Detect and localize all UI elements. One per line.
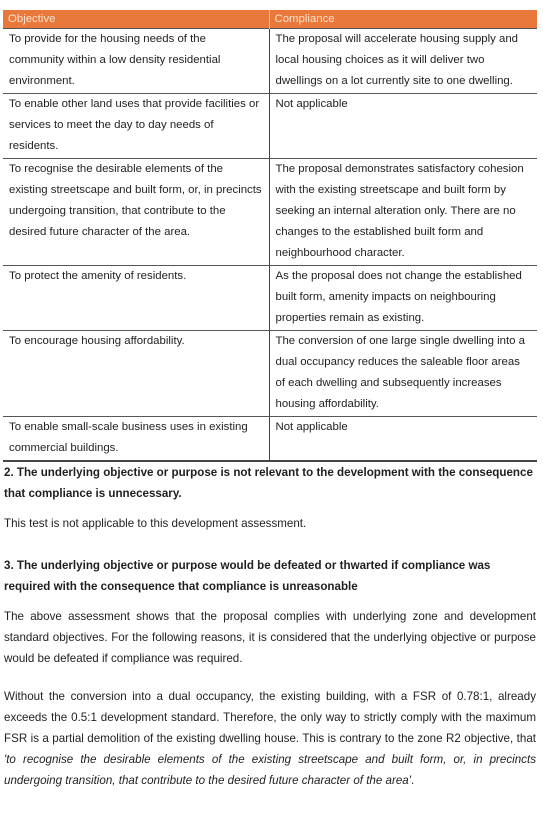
section-2-body: This test is not applicable to this development assessment. xyxy=(4,517,307,530)
compliance-cell: Not applicable xyxy=(269,417,537,462)
section-3 xyxy=(4,555,536,791)
objective-cell: To enable other land uses that provide facilities or services to meet the day to day needs of residents. xyxy=(3,94,269,159)
objective-column-header: Objective xyxy=(3,10,269,29)
objective-cell: To provide for the housing needs of the community within a low density residential environment. xyxy=(3,29,269,94)
objective-cell: To recognise the desirable elements of the existing streetscape and built form, or, in precincts undergoing transition, that contribute to the desired future character of the area. xyxy=(3,159,269,266)
section-2-heading: 2. The underlying objective or purpose is not relevant to the development with the consequence that compliance is unnecessary. xyxy=(4,466,533,500)
table-row xyxy=(3,94,537,159)
section-3-paragraph-1: The above assessment shows that the proposal complies with underlying zone and development standard objectives. For the following reasons, it is considered that the underlying objective or purpose would be defeated if compliance was required. xyxy=(4,610,536,665)
table-row xyxy=(3,266,537,331)
objective-cell: To protect the amenity of residents. xyxy=(3,266,269,331)
paragraph-end: . xyxy=(410,774,415,787)
table-row xyxy=(3,331,537,417)
table-row xyxy=(3,159,537,266)
objective-cell: To encourage housing affordability. xyxy=(3,331,269,417)
compliance-cell: Not applicable xyxy=(269,94,537,159)
objective-cell: To enable small-scale business uses in existing commercial buildings. xyxy=(3,417,269,462)
section-2 xyxy=(4,462,536,534)
section-3-heading: 3. The underlying objective or purpose would be defeated or thwarted if compliance was required with the consequence that compliance is unreasonable xyxy=(4,559,491,593)
table-row xyxy=(3,417,537,462)
compliance-cell: The proposal will accelerate housing supply and local housing choices as it will deliver two dwellings on a lot currently site to one dwelling. xyxy=(269,29,537,94)
compliance-cell: As the proposal does not change the established built form, amenity impacts on neighbouring properties remain as existing. xyxy=(269,266,537,331)
compliance-cell: The conversion of one large single dwelling into a dual occupancy reduces the saleable floor areas of each dwelling and subsequently increases housing affordability. xyxy=(269,331,537,417)
compliance-column-header: Compliance xyxy=(269,10,537,29)
objective-compliance-table xyxy=(3,10,537,462)
table-header-row xyxy=(3,10,537,29)
zone-objective-quote: 'to recognise the desirable elements of the existing streetscape and built form, or, in precincts undergoing transition, that contribute to the desired future character of the area' xyxy=(4,753,536,787)
table-row xyxy=(3,29,537,94)
section-3-paragraph-2 xyxy=(4,686,536,791)
paragraph-text: Without the conversion into a dual occupancy, the existing building, with a FSR of 0.78:1, already exceeds the 0.5:1 development standard. Therefore, the only way to strictly comply with the maximum FSR is a partial demolition of the existing dwelling house. This is contrary to the zone R2 objective, that xyxy=(4,690,536,745)
compliance-cell: The proposal demonstrates satisfactory cohesion with the existing streetscape and built form by seeking an internal alteration only. There are no changes to the established built form and neighbourhood character. xyxy=(269,159,537,266)
